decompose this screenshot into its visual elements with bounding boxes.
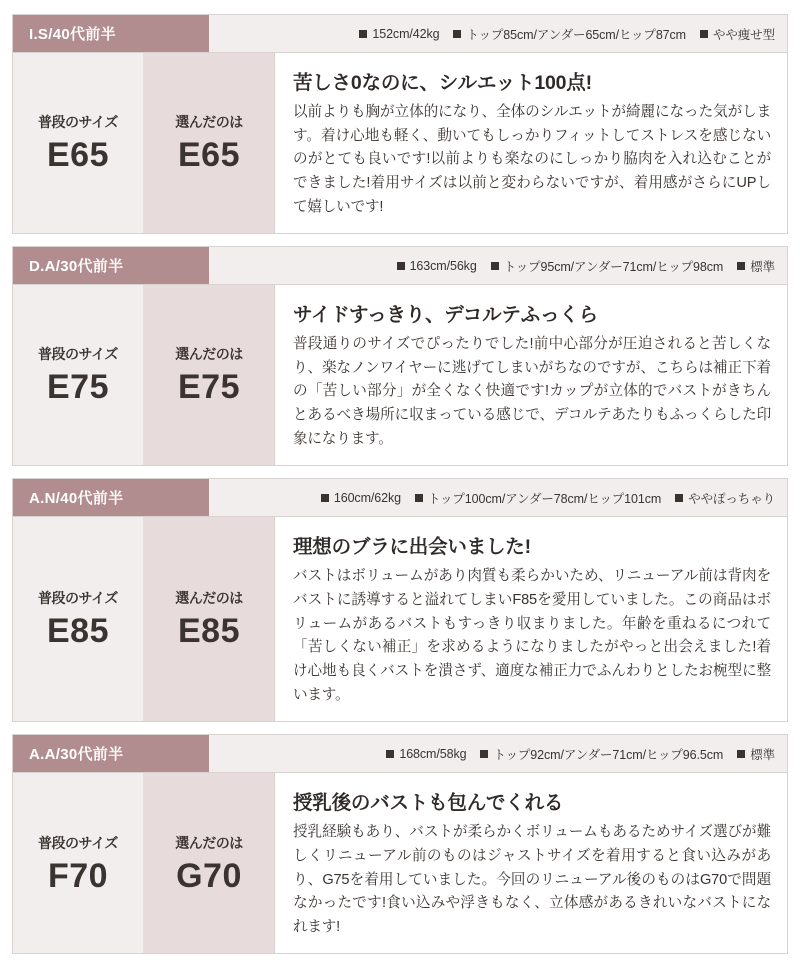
bullet-square-icon bbox=[397, 262, 405, 270]
bullet-square-icon bbox=[453, 30, 461, 38]
chosen-size-label: 選んだのは bbox=[175, 834, 243, 851]
spec-text: やや痩せ型 bbox=[712, 27, 775, 42]
review-card bbox=[12, 734, 788, 954]
spec-text: 160cm/62kg bbox=[333, 490, 401, 505]
usual-size-label: 普段のサイズ bbox=[38, 590, 118, 607]
usual-size-label: 普段のサイズ bbox=[38, 346, 118, 363]
review-card bbox=[12, 478, 788, 722]
review-body bbox=[13, 53, 787, 233]
usual-size-value: E75 bbox=[47, 368, 109, 407]
review-card bbox=[12, 14, 788, 234]
bullet-square-icon bbox=[386, 750, 394, 758]
spec-text: ややぽっちゃり bbox=[688, 491, 775, 506]
chosen-size-label: 選んだのは bbox=[175, 114, 243, 131]
spec-text: 152cm/42kg bbox=[372, 26, 440, 41]
review-text bbox=[275, 53, 787, 233]
reviewer-specs bbox=[209, 735, 787, 772]
review-paragraph: 以前よりも胸が立体的になり、全体のシルエットが綺麗になった気がします。着け心地も軽く、動いてもしっかりフィットしてストレスを感じないのがとても良いです!以前よりも楽なのにしっかり脇肉を入れ込むことができました!着用サイズは以前と変わらないですが、着用感がさらにUPして嬉しいです! bbox=[293, 104, 771, 215]
reviewer-name: A.N/40代前半 bbox=[13, 479, 209, 516]
chosen-size-cell bbox=[144, 773, 275, 953]
review-body bbox=[13, 773, 787, 953]
usual-size-cell bbox=[13, 285, 144, 465]
review-text bbox=[275, 773, 787, 953]
review-card bbox=[12, 246, 788, 466]
chosen-size-label: 選んだのは bbox=[175, 346, 243, 363]
spec-item bbox=[415, 489, 661, 507]
review-header bbox=[13, 247, 787, 285]
chosen-size-cell bbox=[144, 517, 275, 721]
spec-text: トップ92cm/アンダー71cm/ヒップ96.5cm bbox=[493, 747, 724, 762]
review-body bbox=[13, 285, 787, 465]
review-text bbox=[275, 285, 787, 465]
spec-text: 標準 bbox=[750, 747, 775, 762]
chosen-size-value: E65 bbox=[178, 136, 240, 175]
reviewer-name: D.A/30代前半 bbox=[13, 247, 209, 284]
reviewer-specs bbox=[209, 15, 787, 52]
spec-item bbox=[700, 25, 775, 43]
usual-size-label: 普段のサイズ bbox=[38, 834, 118, 851]
usual-size-cell bbox=[13, 773, 144, 953]
bullet-square-icon bbox=[737, 262, 745, 270]
bullet-square-icon bbox=[359, 30, 367, 38]
usual-size-cell bbox=[13, 517, 144, 721]
bullet-square-icon bbox=[491, 262, 499, 270]
usual-size-label: 普段のサイズ bbox=[38, 114, 118, 131]
spec-text: トップ85cm/アンダー65cm/ヒップ87cm bbox=[466, 27, 686, 42]
chosen-size-value: E75 bbox=[178, 368, 240, 407]
bullet-square-icon bbox=[700, 30, 708, 38]
chosen-size-label: 選んだのは bbox=[175, 590, 243, 607]
chosen-size-cell bbox=[144, 53, 275, 233]
bullet-square-icon bbox=[480, 750, 488, 758]
bullet-square-icon bbox=[321, 494, 329, 502]
usual-size-cell bbox=[13, 53, 144, 233]
spec-item bbox=[675, 489, 775, 507]
spec-item bbox=[491, 257, 724, 275]
spec-text: 163cm/56kg bbox=[409, 258, 477, 273]
spec-item bbox=[321, 491, 401, 505]
review-title: 授乳後のバストも包んでくれる bbox=[293, 792, 564, 815]
review-header bbox=[13, 479, 787, 517]
spec-text: トップ100cm/アンダー78cm/ヒップ101cm bbox=[427, 491, 662, 506]
usual-size-value: E65 bbox=[47, 136, 109, 175]
review-header bbox=[13, 735, 787, 773]
review-paragraph: 普段通りのサイズでぴったりでした!前中心部分が圧迫されると苦しくなり、楽なノンワイヤーに逃げてしまいがちなのですが、こちらは補正下着の「苦しい部分」が全くなく快適です!カップが立体的でバストがきちんとあるべき場所に収まっている感じで、デコルテあたりもふっくらした印象になります。 bbox=[293, 336, 771, 447]
chosen-size-value: G70 bbox=[176, 856, 242, 895]
reviewer-specs bbox=[209, 247, 787, 284]
bullet-square-icon bbox=[737, 750, 745, 758]
review-text bbox=[275, 517, 787, 721]
spec-item bbox=[737, 257, 775, 275]
bullet-square-icon bbox=[415, 494, 423, 502]
usual-size-value: F70 bbox=[47, 856, 109, 895]
usual-size-value: E85 bbox=[47, 612, 109, 651]
review-title: サイドすっきり、デコルテふっくら bbox=[293, 304, 598, 327]
review-body bbox=[13, 517, 787, 721]
spec-item bbox=[359, 27, 439, 41]
spec-item bbox=[453, 25, 686, 43]
bullet-square-icon bbox=[675, 494, 683, 502]
reviewer-name: A.A/30代前半 bbox=[13, 735, 209, 772]
review-title: 理想のブラに出会いました! bbox=[293, 536, 531, 559]
review-paragraph: バストはボリュームがあり肉質も柔らかいため、リニューアル前は背肉をバストに誘導すると溢れてしまいF85を愛用していました。この商品はボリュームがあるバストもすっきり収まりました。年齢を重ねるにつれて「苦しくない補正」を求めるようになりましたがやっと出会えました!着け心地も良くバストを潰さず、適度な補正力でふんわりとしたお椀型に整います。 bbox=[293, 568, 771, 703]
review-header bbox=[13, 15, 787, 53]
reviewer-name: I.S/40代前半 bbox=[13, 15, 209, 52]
reviewer-specs bbox=[209, 479, 787, 516]
spec-item bbox=[397, 259, 477, 273]
spec-item bbox=[480, 745, 723, 763]
spec-text: 168cm/58kg bbox=[399, 746, 467, 761]
chosen-size-value: E85 bbox=[178, 612, 240, 651]
spec-text: 標準 bbox=[750, 259, 775, 274]
review-paragraph: 授乳経験もあり、バストが柔らかくボリュームもあるためサイズ選びが難しくリニューアル前のものはジャストサイズを着用すると食い込みがあり、G75を着用していました。今回のリニューアル後のものはG70で問題なかったです!食い込みや浮きもなく、立体感があるきれいなバストになれます! bbox=[293, 824, 771, 935]
chosen-size-cell bbox=[144, 285, 275, 465]
spec-item bbox=[737, 745, 775, 763]
spec-item bbox=[386, 747, 466, 761]
review-title: 苦しさ0なのに、シルエット100点! bbox=[293, 72, 592, 94]
spec-text: トップ95cm/アンダー71cm/ヒップ98cm bbox=[503, 259, 724, 274]
